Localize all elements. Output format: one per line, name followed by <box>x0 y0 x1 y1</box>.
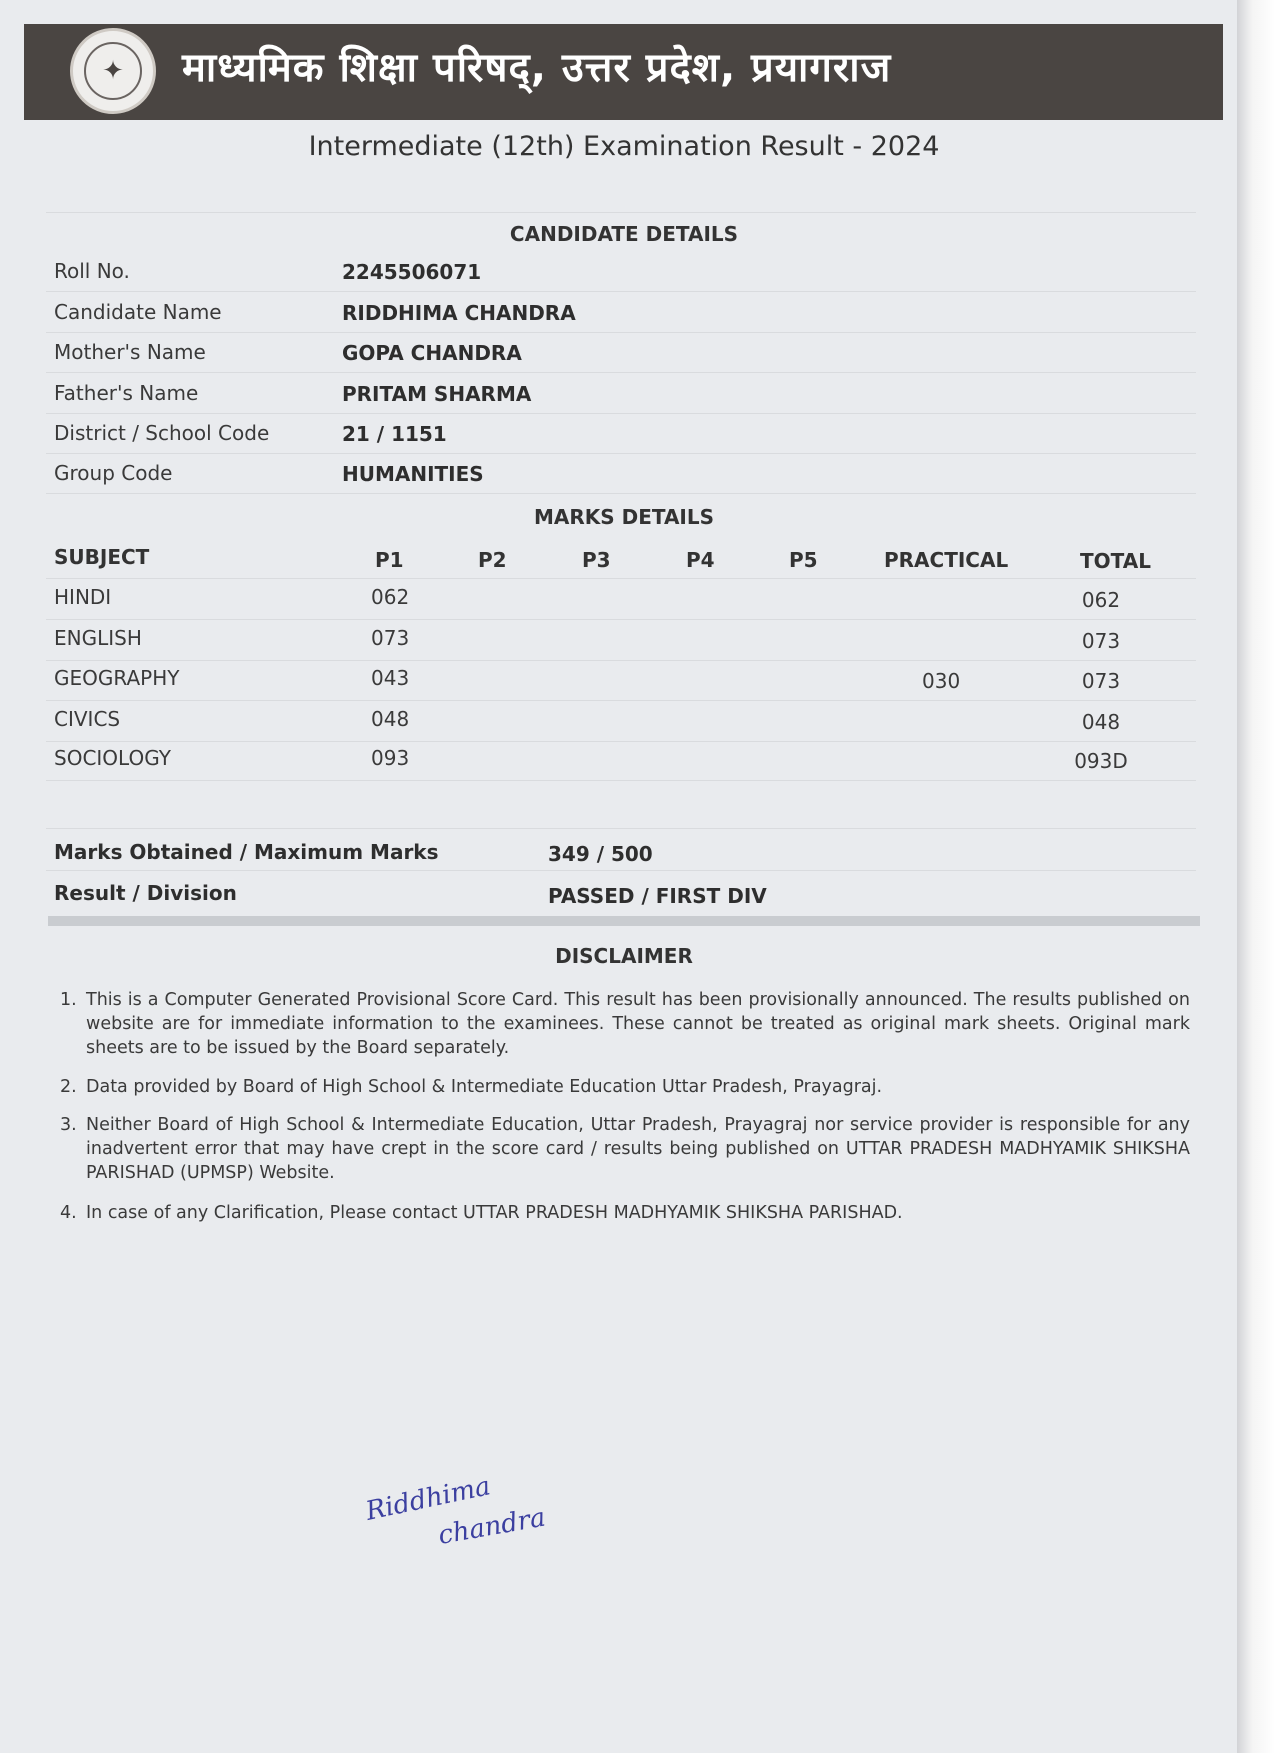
candidate-field-value: HUMANITIES <box>342 462 484 486</box>
candidate-field-label: Candidate Name <box>54 300 222 324</box>
disclaimer-text: In case of any Clarification, Please contact UTTAR PRADESH MADHYAMIK SHIKSHA PARISHAD. <box>86 1203 903 1223</box>
disclaimer-text: Data provided by Board of High School & Intermediate Education Uttar Pradesh, Prayagraj. <box>86 1077 883 1097</box>
marks-cell-practical: 030 <box>922 669 961 693</box>
col-p1: P1 <box>375 548 404 572</box>
col-practical: PRACTICAL <box>884 548 1009 572</box>
disclaimer-item <box>60 1075 1190 1099</box>
marks-cell-total: 048 <box>1081 710 1121 734</box>
divider <box>46 578 1196 579</box>
col-p4: P4 <box>686 548 715 572</box>
marks-cell-subject: SOCIOLOGY <box>54 746 171 770</box>
divider <box>46 413 1196 414</box>
divider <box>46 212 1196 213</box>
disclaimer-number: 1. <box>60 990 77 1010</box>
col-p5: P5 <box>789 548 818 572</box>
paper-edge <box>1237 0 1275 1753</box>
divider <box>46 493 1196 494</box>
divider <box>46 780 1196 781</box>
marks-cell-subject: HINDI <box>54 585 112 609</box>
col-p3: P3 <box>582 548 611 572</box>
marks-cell-total: 062 <box>1081 588 1121 612</box>
disclaimer-text: Neither Board of High School & Intermediate Education, Uttar Pradesh, Prayagraj nor service provider is responsible for any inadvertent error that may have crept in the score card / results being published on UTTAR PRADESH MADHYAMIK SHIKSHA PARISHAD (UPMSP) Website. <box>86 1115 1190 1183</box>
marks-cell-p1: 043 <box>371 666 410 690</box>
marks-cell-subject: CIVICS <box>54 707 121 731</box>
candidate-signature <box>360 1480 600 1570</box>
marks-cell-total: 093D <box>1074 749 1128 773</box>
disclaimer-number: 4. <box>60 1203 77 1223</box>
candidate-field-value: PRITAM SHARMA <box>342 382 532 406</box>
result-value: PASSED / FIRST DIV <box>548 884 767 908</box>
disclaimer-item <box>60 988 1190 1060</box>
candidate-field-label: Roll No. <box>54 259 130 283</box>
header-banner <box>24 24 1223 120</box>
disclaimer-item <box>60 1201 1190 1225</box>
divider <box>46 741 1196 742</box>
section-separator <box>48 916 1200 926</box>
disclaimer-text: This is a Computer Generated Provisional Score Card. This result has been provisionally announced. The results published on website are for immediate information to the examinees. These cannot be treated as original mark sheets. Original mark sheets are to be issued by the Board separately. <box>86 990 1190 1058</box>
divider <box>46 372 1196 373</box>
marks-cell-subject: GEOGRAPHY <box>54 666 180 690</box>
candidate-field-value: 21 / 1151 <box>342 422 447 446</box>
marks-cell-p1: 093 <box>371 746 410 770</box>
divider <box>46 828 1196 829</box>
disclaimer-number: 2. <box>60 1077 77 1097</box>
show-through-text <box>140 1330 157 1381</box>
exam-title: Intermediate (12th) Examination Result - 2024 <box>308 131 940 162</box>
candidate-field-label: Group Code <box>54 461 173 485</box>
marks-cell-p1: 073 <box>371 626 410 650</box>
marks-obtained-value: 349 / 500 <box>548 842 653 866</box>
candidate-field-label: Mother's Name <box>54 340 206 364</box>
divider <box>46 332 1196 333</box>
candidate-field-label: Father's Name <box>54 381 199 405</box>
candidate-field-value: RIDDHIMA CHANDRA <box>342 301 576 325</box>
col-subject: SUBJECT <box>54 545 150 569</box>
col-p2: P2 <box>478 548 507 572</box>
board-name: माध्यमिक शिक्षा परिषद्, उत्तर प्रदेश, प्रयागराज <box>182 45 892 91</box>
disclaimer-number: 3. <box>60 1115 77 1135</box>
divider <box>46 660 1196 661</box>
divider <box>46 619 1196 620</box>
svg-text:Riddhima: Riddhima <box>363 1480 494 1527</box>
col-total: TOTAL <box>1080 549 1151 573</box>
board-emblem-icon <box>70 28 156 114</box>
emblem-center-icon: ✦ <box>84 42 142 100</box>
marks-cell-total: 073 <box>1081 669 1121 693</box>
disclaimer-title: DISCLAIMER <box>555 944 693 968</box>
marks-section-title: MARKS DETAILS <box>533 505 715 529</box>
marks-cell-total: 073 <box>1081 629 1121 653</box>
divider <box>46 453 1196 454</box>
candidate-field-value: GOPA CHANDRA <box>342 341 522 365</box>
svg-text:chandra: chandra <box>436 1502 548 1551</box>
candidate-section-title: CANDIDATE DETAILS <box>509 222 739 246</box>
result-label: Result / Division <box>54 881 237 905</box>
divider <box>46 291 1196 292</box>
candidate-field-label: District / School Code <box>54 421 270 445</box>
candidate-field-value: 2245506071 <box>342 260 482 284</box>
marks-obtained-label: Marks Obtained / Maximum Marks <box>54 840 439 864</box>
signature-graphic <box>360 1480 600 1570</box>
disclaimer-item <box>60 1113 1190 1185</box>
divider <box>46 700 1196 701</box>
marks-cell-subject: ENGLISH <box>54 626 142 650</box>
divider <box>46 870 1196 871</box>
marks-cell-p1: 062 <box>371 585 410 609</box>
marks-cell-p1: 048 <box>371 707 410 731</box>
